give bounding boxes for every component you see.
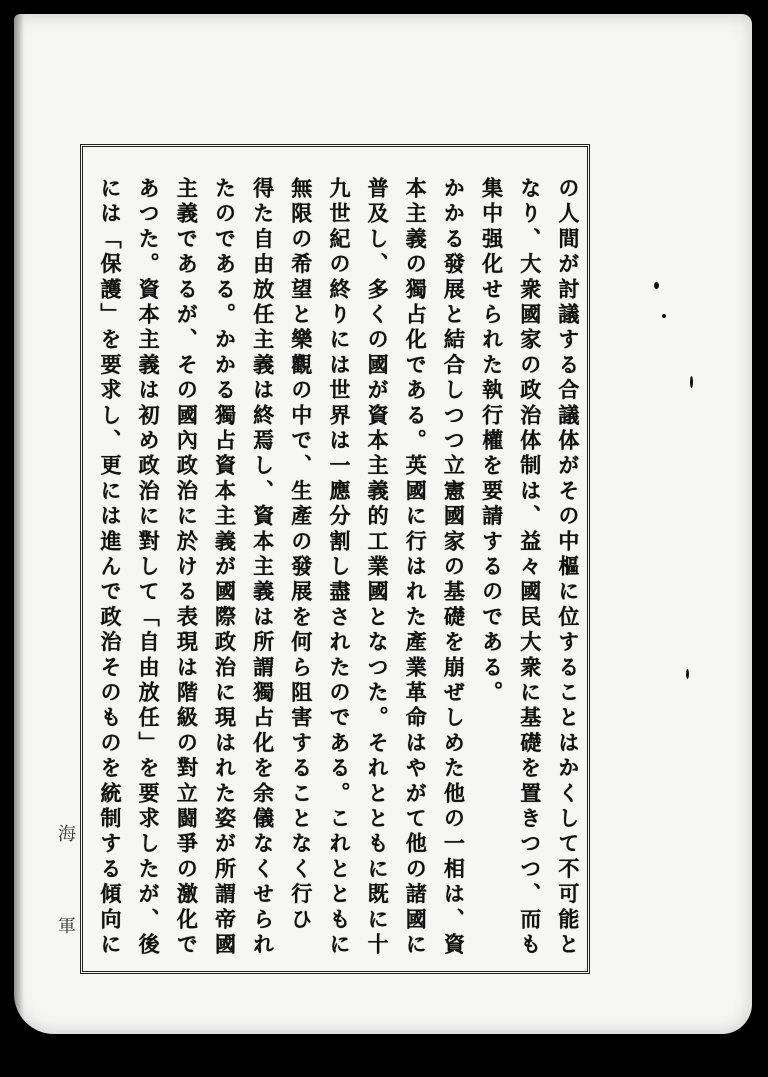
text-column-10: たのである。かかる獨占資本主義が國際政治に現はれた姿が所謂帝國 xyxy=(212,177,238,959)
text-column-3: 集中强化せられた執行權を要請するのである。 xyxy=(479,177,505,707)
ink-speck xyxy=(690,376,693,388)
text-column-1: の人間が討議する合議体がその中樞に位することはかくして不可能と xyxy=(555,177,581,959)
text-column-11: 主義であるが、その國內政治に於ける表現は階級の對立闘爭の激化で xyxy=(174,177,200,959)
text-column-7: 九世紀の終りには世界は一應分割し盡されたのである。これとともに xyxy=(326,177,352,959)
text-column-6: 普及し、多くの國が資本主義的工業國となつた。それとともに既に十 xyxy=(365,177,391,959)
text-column-4: かかる發展と結合しつつ立憲國家の基礎を崩ぜしめた他の一相は、資 xyxy=(441,177,467,959)
text-column-5: 本主義の獨占化である。英國に行はれた產業革命はやがて他の諸國に xyxy=(403,177,429,959)
ink-speck xyxy=(654,282,659,289)
text-column-8: 無限の希望と樂觀の中で、生產の發展を何ら阻害することなく行ひ xyxy=(288,177,314,933)
page-binding-shadow xyxy=(14,14,24,1034)
vertical-text-body xyxy=(91,177,579,957)
text-column-13: には「保護」を要求し、更には進んで政治そのものを統制する傾向に xyxy=(98,177,123,959)
text-column-12: あつた。資本主義は初め政治に對して「自由放任」を要求したが、後 xyxy=(136,177,162,959)
ink-speck xyxy=(686,669,689,679)
text-column-9: 得た自由放任主義は終焉し、資本主義は所謂獨占化を余儀なくせられ xyxy=(250,177,276,959)
text-frame xyxy=(80,144,590,974)
book-page xyxy=(14,14,752,1034)
text-column-2: なり、大衆國家の政治体制は、益々國民大衆に基礎を置きつつ、而も xyxy=(517,177,543,959)
margin-label-army: 軍 xyxy=(58,916,76,937)
ink-speck xyxy=(662,314,666,318)
margin-label-sea: 海 xyxy=(58,824,76,845)
